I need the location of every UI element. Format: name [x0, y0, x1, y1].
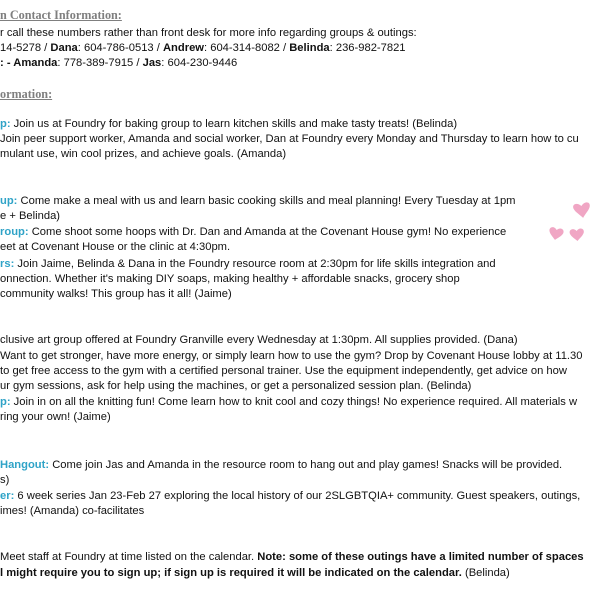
info-line — [0, 287, 232, 301]
text-run: eet at Covenant House or the clinic at 4:30pm. — [0, 241, 231, 253]
info-line — [0, 240, 230, 254]
info-line — [0, 132, 579, 146]
text-run: : 604-786-0513 / — [77, 42, 163, 54]
group-label: up: — [0, 195, 18, 207]
text-run: imes! (Amanda) co-facilitates — [0, 505, 145, 517]
text-run: Want to get stronger, have more energy, or simply learn how to use the gym? Drop by Covenant House lobby at 11.30 — [0, 350, 583, 362]
info-line — [0, 550, 584, 564]
info-line — [0, 257, 496, 271]
text-run: ur gym sessions, ask for help using the machines, or get a personalized session plan. (Belinda) — [0, 380, 472, 392]
text-run: e + Belinda) — [0, 210, 61, 222]
bold-text: Dana — [50, 42, 78, 54]
text-run: ring your own! (Jaime) — [0, 411, 111, 423]
info-line — [0, 349, 582, 363]
text-run: mulant use, win cool prizes, and achieve goals. (Amanda) — [0, 148, 287, 160]
info-line — [0, 395, 577, 409]
text-run: Meet staff at Foundry at time listed on the calendar. — [0, 551, 258, 563]
text-run: onnection. Whether it's making DIY soaps, making healthy + affordable snacks, grocery shop — [0, 273, 460, 285]
group-label: er: — [0, 490, 15, 502]
contact-line-1 — [0, 41, 406, 55]
text-run: Come shoot some hoops with Dr. Dan and Amanda at the Covenant House gym! No experience — [28, 226, 507, 238]
info-line — [0, 364, 567, 378]
bold-text: l might require you to sign up; if sign up is required it will be indicated on the calendar. — [0, 567, 462, 579]
info-line — [0, 117, 457, 131]
bold-text: Note: some of these outings have a limited number of spaces — [257, 551, 584, 563]
info-line — [0, 504, 144, 518]
info-line — [0, 147, 286, 161]
contact-intro: r call these numbers rather than front desk for more info regarding groups & outings: — [0, 27, 417, 39]
bold-text: Belinda — [289, 42, 330, 54]
group-label: p: — [0, 396, 11, 408]
text-run: 6 week series Jan 23-Feb 27 exploring the local history of our 2SLGBTQIA+ community. Guest speakers, outings, — [14, 490, 581, 502]
text-run: to get free access to the gym with a certified personal trainer. Use the equipment independently, get advice on how — [0, 365, 567, 377]
text-run: : 604-314-8082 / — [204, 42, 290, 54]
info-heading: ormation: — [0, 87, 53, 101]
text-run: Come join Jas and Amanda in the resource room to hang out and play games! Snacks will be provided. — [49, 459, 563, 471]
text-run: Join Jaime, Belinda & Dana in the Foundry resource room at 2:30pm for life skills integration and — [14, 258, 496, 270]
text-run: clusive art group offered at Foundry Granville every Wednesday at 1:30pm. All supplies provided. (Dana) — [0, 334, 518, 346]
contact-line-2 — [0, 56, 237, 70]
group-label: rs: — [0, 258, 15, 270]
group-label: p: — [0, 118, 11, 130]
heart-icon — [569, 228, 584, 241]
bold-text: Jas — [142, 57, 162, 69]
text-run: : 236-982-7821 — [329, 42, 406, 54]
group-label: Hangout: — [0, 459, 50, 471]
text-run: community walks! This group has it all! (Jaime) — [0, 288, 232, 300]
contact-heading: n Contact Information: — [0, 8, 122, 22]
text-run: Come make a meal with us and learn basic cooking skills and meal planning! Every Tuesday at 1pm — [17, 195, 516, 207]
info-line — [0, 566, 510, 580]
info-line — [0, 225, 506, 239]
info-line — [0, 209, 60, 223]
info-line — [0, 410, 111, 424]
info-line — [0, 333, 518, 347]
heart-icon — [548, 227, 564, 241]
text-run: Join in on all the knitting fun! Come learn how to knit cool and cozy things! No experience required. All materials w — [10, 396, 578, 408]
info-line — [0, 379, 471, 393]
info-line — [0, 458, 562, 472]
text-run: s) — [0, 474, 10, 486]
text-run: : 778-389-7915 / — [57, 57, 143, 69]
text-run: 14-5278 / — [0, 42, 51, 54]
text-run: Join us at Foundry for baking group to learn kitchen skills and make tasty treats! (Belinda) — [10, 118, 458, 130]
group-label: roup: — [0, 226, 29, 238]
bold-text: Andrew — [162, 42, 204, 54]
info-line — [0, 272, 460, 286]
bold-text: : - Amanda — [0, 57, 58, 69]
info-line — [0, 489, 580, 503]
info-line — [0, 473, 9, 487]
text-run: (Belinda) — [461, 567, 510, 579]
info-line — [0, 194, 516, 208]
text-run: : 604-230-9446 — [161, 57, 238, 69]
heart-icon — [573, 202, 592, 219]
hearts-decoration — [548, 188, 598, 248]
text-run: Join peer support worker, Amanda and social worker, Dan at Foundry every Monday and Thursday to learn how to cu — [0, 133, 579, 145]
